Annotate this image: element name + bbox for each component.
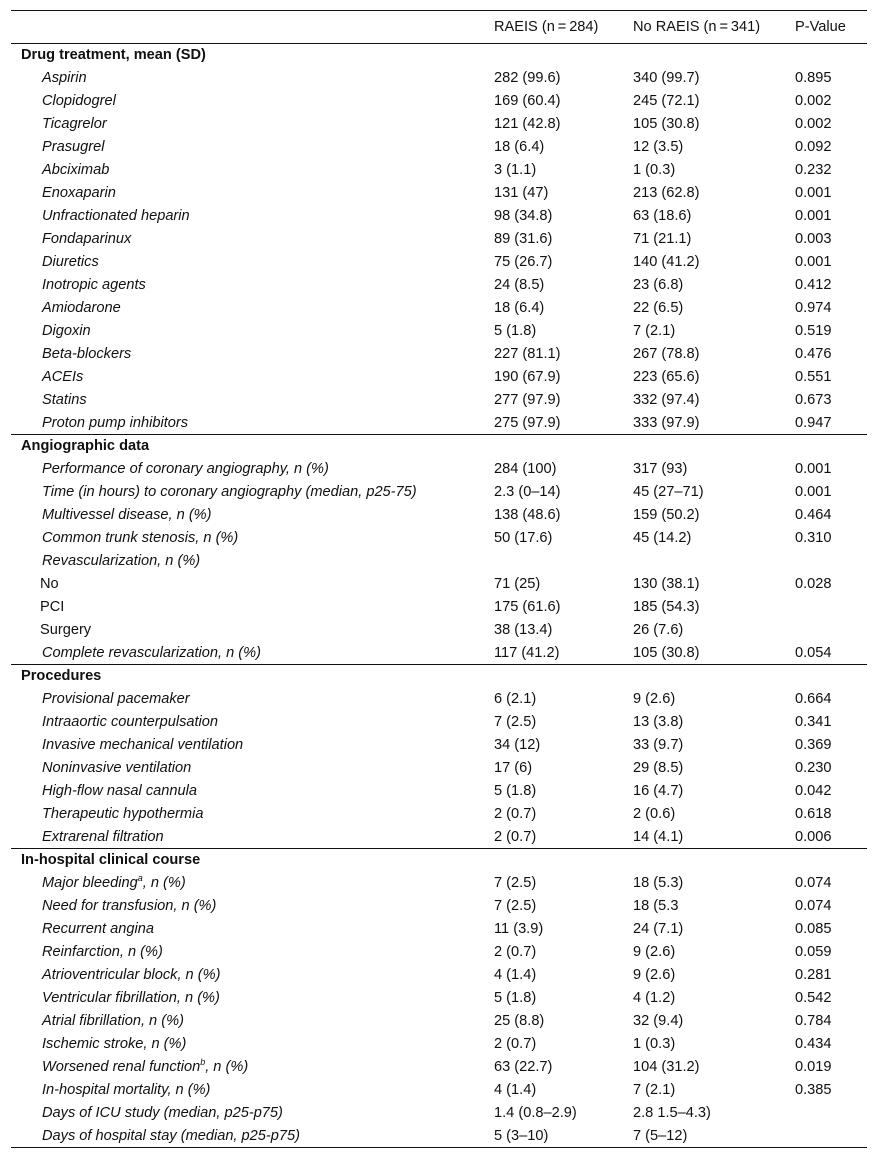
raeis-value: 121 (42.8) [494, 116, 561, 132]
table-row [11, 895, 867, 918]
p-value: 0.519 [795, 323, 832, 339]
raeis-value: 25 (8.8) [494, 1013, 545, 1029]
table-row [11, 918, 867, 941]
row-label [11, 458, 492, 481]
no-raeis-value: 333 (97.9) [633, 414, 700, 431]
p-value: 0.476 [795, 346, 832, 362]
row-label-text: Extrarenal filtration [42, 828, 164, 845]
p-value: 0.085 [795, 921, 832, 937]
no-raeis-value: 23 (6.8) [633, 277, 684, 293]
row-label [11, 1056, 492, 1079]
table-row [11, 826, 867, 849]
row-label-text: Prasugrel [42, 139, 105, 155]
row-label [11, 113, 492, 136]
p-value: 0.230 [795, 760, 832, 776]
raeis-value: 284 (100) [494, 461, 557, 477]
no-raeis-value: 317 (93) [633, 461, 688, 477]
p-value: 0.001 [795, 484, 832, 500]
row-label [11, 780, 492, 803]
footnote-marker: b [200, 1057, 206, 1068]
raeis-value: 2 (0.7) [494, 1036, 537, 1052]
row-label [11, 550, 492, 573]
footnote-marker: a [137, 873, 143, 884]
table-row [11, 872, 867, 895]
row-label-text: Fondaparinux [42, 231, 132, 247]
p-value: 0.092 [795, 139, 832, 155]
raeis-value: 169 (60.4) [494, 93, 561, 109]
p-value: 0.618 [795, 806, 832, 822]
no-raeis-value: 130 (38.1) [633, 576, 700, 592]
no-raeis-value: 14 (4.1) [633, 828, 684, 845]
table-row [11, 803, 867, 826]
row-label [11, 1079, 492, 1102]
row-label [11, 642, 492, 665]
raeis-value: 175 (61.6) [494, 599, 561, 615]
raeis-value: 71 (25) [494, 576, 541, 592]
no-raeis-value [631, 550, 793, 573]
row-label-text: Statins [42, 392, 87, 408]
p-value: 0.673 [795, 392, 832, 408]
no-raeis-value: 9 (2.6) [633, 967, 676, 983]
no-raeis-value: 26 (7.6) [633, 622, 684, 638]
section-title: Drug treatment, mean (SD) [21, 47, 206, 64]
p-value: 0.001 [795, 208, 832, 224]
row-label [11, 504, 492, 527]
raeis-value: 34 (12) [494, 737, 541, 753]
row-label-text: Invasive mechanical ventilation [42, 737, 244, 753]
section-header-row [11, 435, 867, 458]
p-value: 0.895 [795, 70, 832, 86]
table-row [11, 274, 867, 297]
row-label-text: Time (in hours) to coronary angiography (median, p25-75) [42, 484, 417, 500]
row-label [11, 1102, 492, 1125]
no-raeis-value: 4 (1.2) [633, 990, 676, 1006]
raeis-value: 5 (1.8) [494, 783, 537, 799]
raeis-value: 24 (8.5) [494, 277, 545, 293]
row-label [11, 688, 492, 711]
p-value [793, 1125, 867, 1148]
row-label-text: Days of hospital stay (median, p25-p75) [42, 1127, 300, 1144]
p-value: 0.385 [795, 1082, 832, 1098]
row-label-text: Diuretics [42, 254, 99, 270]
table-row [11, 159, 867, 182]
no-raeis-value: 45 (27–71) [633, 484, 704, 500]
raeis-value: 190 (67.9) [494, 369, 561, 385]
row-label [11, 320, 492, 343]
no-raeis-value: 104 (31.2) [633, 1059, 700, 1075]
table-row [11, 550, 867, 573]
row-label [11, 481, 492, 504]
row-label-text: Ischemic stroke, n (%) [42, 1036, 187, 1052]
table-row [11, 320, 867, 343]
no-raeis-value: 71 (21.1) [633, 231, 692, 247]
raeis-value: 18 (6.4) [494, 139, 545, 155]
no-raeis-value: 340 (99.7) [633, 70, 700, 86]
table-row [11, 366, 867, 389]
no-raeis-value: 223 (65.6) [633, 369, 700, 385]
section-title: In-hospital clinical course [11, 849, 867, 872]
no-raeis-value: 7 (5–12) [631, 1125, 793, 1148]
row-label [11, 918, 492, 941]
no-raeis-value: 18 (5.3 [633, 898, 679, 914]
no-raeis-value: 18 (5.3) [633, 875, 684, 891]
raeis-value [492, 550, 631, 573]
p-value: 0.001 [795, 254, 832, 270]
table-row [11, 228, 867, 251]
p-value: 0.412 [795, 277, 832, 293]
row-label [11, 803, 492, 826]
table-row [11, 1033, 867, 1056]
row-label [11, 1010, 492, 1033]
raeis-value: 18 (6.4) [494, 300, 545, 316]
p-value: 0.054 [795, 644, 832, 661]
row-label-text: Surgery [40, 622, 92, 638]
row-label [11, 251, 492, 274]
row-label-text: Common trunk stenosis, n (%) [42, 530, 239, 546]
row-label-text: Reinfarction, n (%) [42, 944, 163, 960]
table-row [11, 711, 867, 734]
row-label-text: Multivessel disease, n (%) [42, 507, 212, 523]
p-value: 0.019 [795, 1059, 832, 1075]
table-header [11, 11, 867, 44]
p-value: 0.551 [795, 369, 832, 385]
raeis-value: 282 (99.6) [494, 70, 561, 86]
no-raeis-value: 1 (0.3) [633, 162, 676, 178]
p-value: 0.974 [795, 300, 832, 316]
row-label [11, 941, 492, 964]
no-raeis-value: 159 (50.2) [633, 507, 700, 523]
table-row [11, 619, 867, 642]
raeis-value: 7 (2.5) [494, 898, 537, 914]
row-label [11, 67, 492, 90]
row-label [11, 90, 492, 113]
raeis-value: 17 (6) [494, 760, 533, 776]
row-label-text: Ticagrelor [42, 116, 107, 132]
header-p-value-column: P-Value [793, 11, 867, 44]
no-raeis-value: 24 (7.1) [633, 921, 684, 937]
table-row [11, 757, 867, 780]
row-label [11, 297, 492, 320]
p-value: 0.001 [795, 185, 832, 201]
header-raeis-column: RAEIS (n = 284) [492, 11, 631, 44]
raeis-value: 98 (34.8) [494, 208, 553, 224]
raeis-value: 131 (47) [494, 185, 549, 201]
row-label [11, 205, 492, 228]
row-label-text: Need for transfusion, n (%) [42, 898, 217, 914]
header-label-column [11, 11, 492, 44]
p-value [793, 619, 867, 642]
p-value: 0.341 [795, 714, 832, 730]
row-label-text: Intraaortic counterpulsation [42, 714, 219, 730]
table-row [11, 1125, 867, 1148]
raeis-value: 2 (0.7) [494, 944, 537, 960]
table-row [11, 527, 867, 550]
raeis-value: 2 (0.7) [494, 828, 537, 845]
no-raeis-value: 13 (3.8) [633, 714, 684, 730]
no-raeis-value: 245 (72.1) [633, 93, 700, 109]
row-label [11, 228, 492, 251]
row-label-text: Provisional pacemaker [42, 691, 190, 707]
table-row [11, 481, 867, 504]
section-header-row [11, 665, 867, 688]
raeis-value: 11 (3.9) [494, 921, 544, 937]
raeis-value: 2.3 (0–14) [494, 484, 561, 500]
p-value: 0.028 [795, 576, 832, 592]
row-label-text: Aspirin [42, 70, 87, 86]
row-label-text: Atrial fibrillation, n (%) [42, 1013, 184, 1029]
row-label [11, 619, 492, 642]
table-row [11, 688, 867, 711]
table-row [11, 113, 867, 136]
p-value [793, 1102, 867, 1125]
p-value: 0.232 [795, 162, 832, 178]
no-raeis-value: 105 (30.8) [633, 116, 700, 132]
table-row [11, 182, 867, 205]
row-label [11, 711, 492, 734]
row-label [11, 182, 492, 205]
row-label-suffix: , n (%) [205, 1059, 249, 1075]
table-body [11, 44, 867, 1148]
row-label-text: Atrioventricular block, n (%) [42, 967, 221, 983]
no-raeis-value: 105 (30.8) [633, 644, 700, 661]
p-value: 0.310 [795, 530, 832, 546]
raeis-value: 5 (1.8) [494, 323, 537, 339]
no-raeis-value: 29 (8.5) [633, 760, 684, 776]
row-label-text: PCI [40, 599, 65, 615]
raeis-value: 4 (1.4) [494, 1082, 537, 1098]
table-row [11, 251, 867, 274]
row-label [11, 159, 492, 182]
raeis-value: 2 (0.7) [494, 806, 537, 822]
row-label-text: Performance of coronary angiography, n (%) [42, 461, 329, 477]
row-label-text: Enoxaparin [42, 185, 116, 201]
raeis-value: 7 (2.5) [494, 714, 537, 730]
raeis-value: 138 (48.6) [494, 507, 561, 523]
table-row [11, 596, 867, 619]
p-value: 0.002 [795, 116, 832, 132]
raeis-value: 63 (22.7) [494, 1059, 553, 1075]
raeis-value: 50 (17.6) [494, 530, 553, 546]
row-label-text: High-flow nasal cannula [42, 783, 197, 799]
raeis-value: 5 (3–10) [492, 1125, 631, 1148]
no-raeis-value: 45 (14.2) [633, 530, 692, 546]
p-value: 0.059 [795, 944, 832, 960]
no-raeis-value: 267 (78.8) [633, 346, 700, 362]
p-value [793, 550, 867, 573]
row-label-text: Therapeutic hypothermia [42, 806, 204, 822]
no-raeis-value: 63 (18.6) [633, 208, 692, 224]
no-raeis-value: 185 (54.3) [633, 599, 700, 615]
no-raeis-value: 12 (3.5) [633, 139, 684, 155]
table-row [11, 1102, 867, 1125]
table-row [11, 205, 867, 228]
row-label [11, 964, 492, 987]
raeis-value: 227 (81.1) [494, 346, 561, 362]
row-label [11, 826, 492, 849]
row-label [11, 343, 492, 366]
raeis-value: 4 (1.4) [494, 967, 537, 983]
raeis-value: 1.4 (0.8–2.9) [494, 1105, 577, 1121]
section-title: Angiographic data [11, 435, 867, 458]
results-table [11, 10, 867, 1148]
raeis-value: 5 (1.8) [494, 990, 537, 1006]
no-raeis-value: 1 (0.3) [633, 1036, 676, 1052]
no-raeis-value: 32 (9.4) [633, 1013, 684, 1029]
table-row [11, 780, 867, 803]
row-label-text: In-hospital mortality, n (%) [42, 1082, 211, 1098]
row-label [11, 895, 492, 918]
section-header-row [11, 849, 867, 872]
row-label-text: Days of ICU study (median, p25-p75) [42, 1105, 283, 1121]
row-label-text: Amiodarone [42, 300, 121, 316]
row-label-text: ACEIs [42, 369, 84, 385]
table-row [11, 573, 867, 596]
no-raeis-value: 9 (2.6) [633, 691, 676, 707]
row-label [11, 872, 492, 895]
no-raeis-value: 22 (6.5) [633, 300, 684, 316]
no-raeis-value: 9 (2.6) [633, 944, 676, 960]
table-row [11, 343, 867, 366]
row-label-text: Complete revascularization, n (%) [42, 644, 261, 661]
row-label [11, 1033, 492, 1056]
row-label-text: Clopidogrel [42, 93, 116, 109]
table-row [11, 458, 867, 481]
raeis-value: 38 (13.4) [494, 622, 553, 638]
row-label-suffix: , n (%) [142, 875, 186, 891]
no-raeis-value: 2 (0.6) [633, 806, 676, 822]
row-label-text: Inotropic agents [42, 277, 146, 293]
p-value: 0.947 [795, 414, 832, 431]
row-label [11, 274, 492, 297]
p-value: 0.001 [795, 461, 832, 477]
p-value: 0.434 [795, 1036, 832, 1052]
raeis-value: 117 (41.2) [494, 644, 560, 661]
row-label-text: Abciximab [42, 162, 110, 178]
table-row [11, 412, 867, 435]
table-row [11, 389, 867, 412]
no-raeis-value: 16 (4.7) [633, 783, 684, 799]
row-label-text: Recurrent angina [42, 921, 154, 937]
table-row [11, 1010, 867, 1033]
p-value: 0.003 [795, 231, 832, 247]
table-row [11, 734, 867, 757]
no-raeis-value: 332 (97.4) [633, 392, 700, 408]
raeis-value: 7 (2.5) [494, 875, 537, 891]
row-label-text: Major bleeding [42, 875, 138, 891]
row-label [11, 136, 492, 159]
row-label-text: Beta-blockers [42, 346, 132, 362]
row-label-text: Worsened renal function [42, 1059, 201, 1075]
row-label [11, 734, 492, 757]
raeis-value: 75 (26.7) [494, 254, 553, 270]
p-value: 0.281 [795, 967, 832, 983]
table-row [11, 1056, 867, 1079]
section-title: Procedures [11, 665, 867, 688]
no-raeis-value: 213 (62.8) [633, 185, 700, 201]
raeis-value: 3 (1.1) [494, 162, 537, 178]
p-value [793, 596, 867, 619]
row-label [11, 573, 492, 596]
row-label [11, 389, 492, 412]
row-label-text: Digoxin [42, 323, 91, 339]
table-row [11, 504, 867, 527]
row-label-text: No [40, 576, 59, 592]
raeis-value: 275 (97.9) [494, 414, 561, 431]
row-label [11, 596, 492, 619]
table-row [11, 297, 867, 320]
p-value: 0.074 [795, 898, 832, 914]
no-raeis-value: 33 (9.7) [633, 737, 684, 753]
no-raeis-value: 2.8 1.5–4.3) [633, 1105, 711, 1121]
no-raeis-value: 7 (2.1) [633, 1082, 676, 1098]
p-value: 0.002 [795, 93, 832, 109]
p-value: 0.464 [795, 507, 832, 523]
row-label-text: Noninvasive ventilation [42, 760, 192, 776]
raeis-value: 89 (31.6) [494, 231, 553, 247]
row-label-text: Unfractionated heparin [42, 208, 190, 224]
row-label [11, 987, 492, 1010]
p-value: 0.542 [795, 990, 832, 1006]
table-row [11, 67, 867, 90]
row-label [11, 412, 492, 435]
p-value: 0.369 [795, 737, 832, 753]
table-row [11, 987, 867, 1010]
table-container [11, 10, 867, 1148]
p-value: 0.006 [795, 828, 832, 845]
row-label [11, 757, 492, 780]
row-label-text: Revascularization, n (%) [42, 553, 201, 569]
no-raeis-value: 7 (2.1) [633, 323, 676, 339]
row-label-text: Ventricular fibrillation, n (%) [42, 990, 220, 1006]
raeis-value: 277 (97.9) [494, 392, 561, 408]
p-value: 0.664 [795, 691, 832, 707]
section-header-row [11, 44, 867, 67]
table-row [11, 1079, 867, 1102]
table-row [11, 642, 867, 665]
p-value: 0.784 [795, 1013, 832, 1029]
no-raeis-value: 140 (41.2) [633, 254, 700, 270]
table-row [11, 136, 867, 159]
p-value: 0.074 [795, 875, 832, 891]
header-no-raeis-column: No RAEIS (n = 341) [631, 11, 793, 44]
raeis-value: 6 (2.1) [494, 691, 537, 707]
table-row [11, 941, 867, 964]
row-label [11, 1125, 492, 1148]
row-label [11, 527, 492, 550]
table-row [11, 90, 867, 113]
table-row [11, 964, 867, 987]
row-label [11, 366, 492, 389]
header-row [11, 11, 867, 44]
p-value: 0.042 [795, 783, 832, 799]
row-label-text: Proton pump inhibitors [42, 414, 189, 431]
